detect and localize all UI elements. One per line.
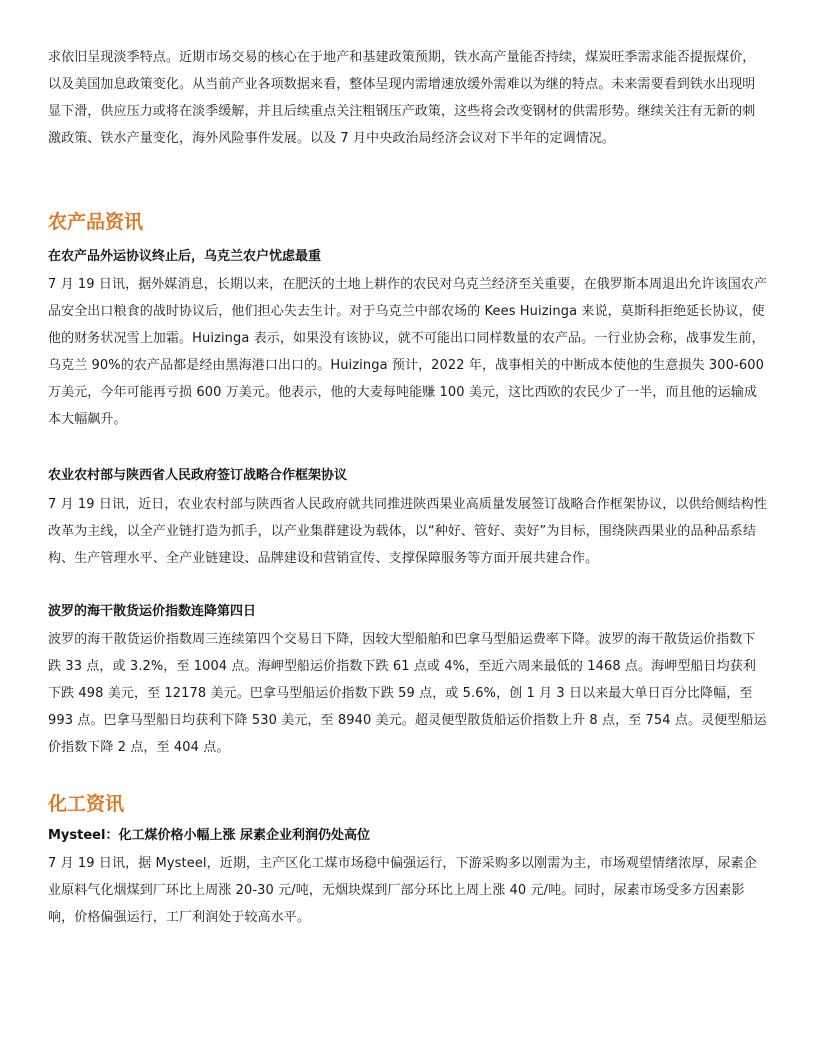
article-body-shaanxi-agreement: 7 月 19 日讯，近日，农业农村部与陕西省人民政府就共同推进陕西果业高质量发展签订战略合作框架协议，以供给侧结构性改革为主线，以全产业链打造为抓手，以产业集群建设为载体，以“种好、管好、卖好”为目标，围绕陕西果业的品种品系结构、生产管理水平、全产业链建设、品牌建设和营销宣传、支撑保障服务等方面开展共建合作。 [48, 497, 768, 566]
article-body-mysteel-coal: 7 月 19 日讯，据 Mysteel，近期，主产区化工煤市场稳中偏强运行，下游采购多以刚需为主，市场观望情绪浓厚，尿素企业原料气化烟煤到厂环比上周涨 20-30 元/吨，无烟块煤到厂部分环比上周上涨 40 元/吨。同时，尿素市场受多方因素影响，价格偏强运行，工厂利润处于较高水平。 [48, 856, 757, 925]
article-body-baltic-index: 波罗的海干散货运价指数周三连续第四个交易日下降，因较大型船舶和巴拿马型船运费率下降。波罗的海干散货运价指数下跌 33 点，或 3.2%，至 1004 点。海岬型船运价指数下跌 61 点或 4%，至近六周来最低的 1468 点。海岬型船日均获利下跌 498 美元，至 12178 美元。巴拿马型船运价指数下跌 59 点，或 5.6%，创 1 月 3 日以来最大单日百分比降幅，至 993 点。巴拿马型船日均获利下降 530 美元，至 8940 美元。超灵便型散货船运价指数上升 8 点，至 754 点。灵便型船运价指数下降 2 点，至 404 点。 [48, 632, 767, 755]
article-title-baltic-index: 波罗的海干散货运价指数连降第四日 [48, 604, 257, 619]
article-title-ukraine-farmers: 在农产品外运协议终止后，乌克兰农户忧虑最重 [48, 249, 322, 264]
section-heading-agriculture: 农产品资讯 [48, 211, 144, 233]
article-title-mysteel-coal: Mysteel：化工煤价格小幅上涨 尿素企业利润仍处高位 [48, 828, 370, 843]
intro-paragraph: 求依旧呈现淡季特点。近期市场交易的核心在于地产和基建政策预期，铁水高产量能否持续，煤炭旺季需求能否提振煤价，以及美国加息政策变化。从当前产业各项数据来看，整体呈现内需增速放缓外需难以为继的特点。未来需要看到铁水出现明显下滑，供应压力或将在淡季缓解，并且后续重点关注粗钢压产政策，这些将会改变钢材的供需形势。继续关注有无新的刺激政策、铁水产量变化，海外风险事件发展。以及 7 月中央政治局经济会议对下半年的定调情况。 [48, 50, 756, 146]
article-body-ukraine-farmers: 7 月 19 日讯，据外媒消息，长期以来，在肥沃的土地上耕作的农民对乌克兰经济至关重要，在俄罗斯本周退出允许该国农产品安全出口粮食的战时协议后，他们担心失去生计。对于乌克兰中部农场的 Kees Huizinga 来说，莫斯科拒绝延长协议，使他的财务状况雪上加霜。Huizinga 表示，如果没有该协议，就不可能出口同样数量的农产品。一行业协会称，战事发生前，乌克兰 90%的农产品都是经由黑海港口出口的。Huizinga 预计，2022 年，战事相关的中断成本使他的生意损失 300-600 万美元，今年可能再亏损 600 万美元。他表示，他的大麦每吨能赚 100 美元，这比西欧的农民少了一半，而且他的运输成本大幅飙升。 [48, 277, 768, 427]
section-heading-chemical: 化工资讯 [48, 793, 125, 815]
article-title-shaanxi-agreement: 农业农村部与陕西省人民政府签订战略合作框架协议 [48, 468, 348, 483]
